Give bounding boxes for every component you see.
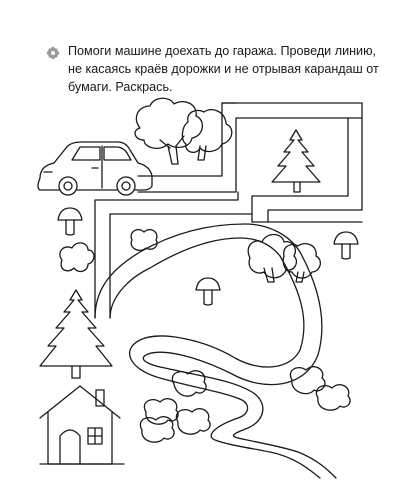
maze-path-lower-curve bbox=[130, 252, 336, 478]
house-icon bbox=[40, 386, 124, 464]
fir-tree-large bbox=[40, 290, 112, 378]
deciduous-tree-pair bbox=[135, 98, 232, 164]
mushroom-center-icon bbox=[196, 278, 220, 305]
bush-left bbox=[60, 243, 94, 272]
mushroom-right-icon bbox=[334, 232, 358, 259]
bush-cluster-lower bbox=[140, 367, 350, 442]
instruction-line-1: Помоги машине доехать до гаража. Проведи линию, bbox=[68, 44, 377, 58]
instruction-line-3: бумаги. Раскрась. bbox=[68, 80, 173, 94]
fir-tree-small bbox=[272, 130, 320, 192]
car-icon bbox=[38, 142, 152, 195]
maze-path-middle-curve bbox=[95, 224, 300, 318]
flower-bush-small bbox=[131, 230, 157, 251]
instruction-line-2: не касаясь краёв дорожки и не отрывая карандаш от bbox=[68, 62, 379, 76]
maze-path-top-loop bbox=[222, 103, 362, 118]
mushroom-icon bbox=[58, 208, 82, 235]
